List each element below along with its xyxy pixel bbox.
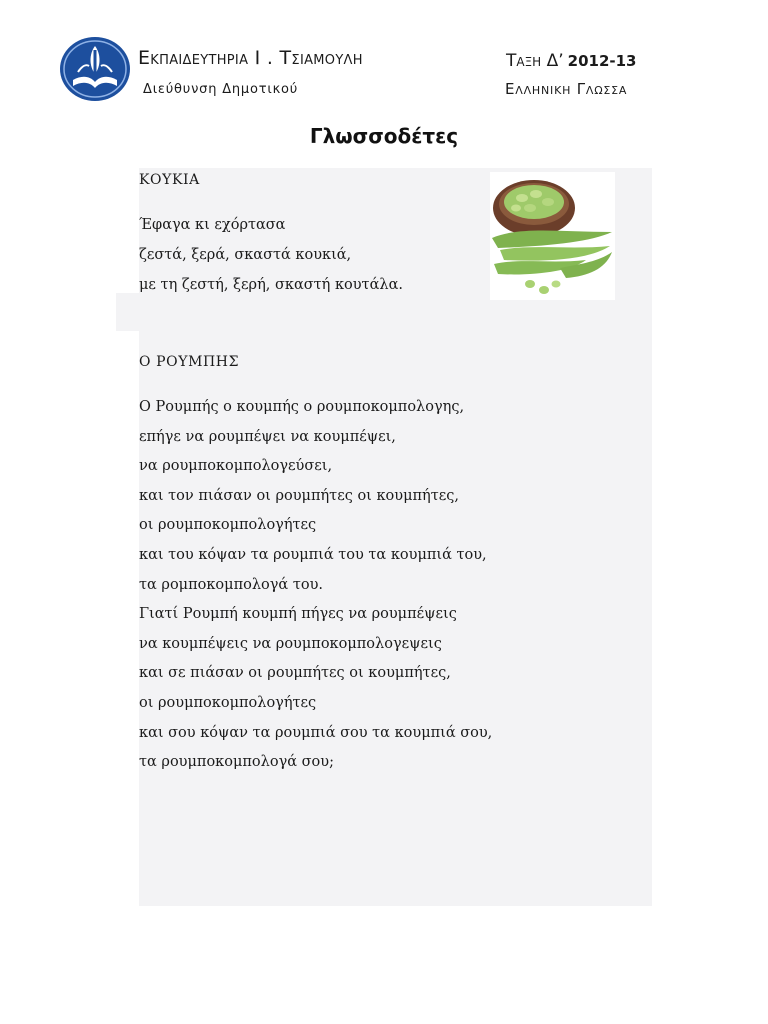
poem-line: Έφαγα κι εχόρτασα bbox=[139, 217, 286, 233]
poem-lines-roumpis bbox=[139, 393, 492, 778]
school-name: Εκπαιδευτηρια Ι . Τσιαμουλη bbox=[138, 47, 363, 69]
subject-label: Ελληνικη Γλωσσα bbox=[505, 80, 628, 98]
panel-notch bbox=[116, 293, 140, 331]
poem-line: να ρουμποκομπολογεύσει, bbox=[139, 458, 333, 475]
poem-line: Γιατί Ρουμπή κουμπή πήγες να ρουμπέψεις bbox=[139, 606, 457, 623]
poem-line: οι ρουμποκομπολογήτες bbox=[139, 517, 317, 534]
school-emblem-icon bbox=[58, 36, 132, 102]
page-title: Γλωσσοδέτες bbox=[309, 124, 459, 148]
poem-title-koukia: ΚΟΥΚΙΑ bbox=[139, 172, 200, 188]
poem-line: και σε πιάσαν οι ρουμπήτες οι κουμπήτες, bbox=[139, 665, 451, 682]
department-label: Διεύθυνση Δημοτικού bbox=[143, 82, 299, 97]
fava-beans-illustration bbox=[490, 172, 615, 300]
poem-lines-koukia bbox=[139, 210, 403, 300]
poem-line: και τον πιάσαν οι ρουμπήτες οι κουμπήτες, bbox=[139, 487, 459, 504]
poem-line: και του κόψαν τα ρουμπιά του τα κουμπιά του, bbox=[139, 546, 487, 563]
school-logo bbox=[58, 36, 132, 102]
poem-title-roumpis: Ο ΡΟΥΜΠΗΣ bbox=[139, 354, 240, 370]
fava-beans-bowl-illustration bbox=[490, 172, 615, 300]
poem-line: Ο Ρουμπής ο κουμπής ο ρουμποκομπολογης, bbox=[139, 399, 465, 415]
poem-line: και σου κόψαν τα ρουμπιά σου τα κουμπιά σου, bbox=[139, 724, 493, 741]
school-year: 2012-13 bbox=[567, 52, 637, 70]
poem-line: τα ρομποκομπολογά του. bbox=[139, 576, 323, 593]
poem-line: επήγε να ρουμπέψει να κουμπέψει, bbox=[139, 428, 396, 445]
poem-line: ζεστά, ξερά, σκαστά κουκιά, bbox=[139, 247, 352, 263]
poem-line: οι ρουμποκομπολογήτες bbox=[139, 694, 317, 711]
grade-label: Ταξη Δ’ bbox=[506, 51, 564, 71]
poem-line: τα ρουμποκομπολογά σου; bbox=[139, 754, 334, 771]
grade-heading bbox=[506, 51, 637, 71]
poem-line: με τη ζεστή, ξερή, σκαστή κουτάλα. bbox=[139, 277, 403, 293]
poem-line: να κουμπέψεις να ρουμποκομπολογεψεις bbox=[139, 635, 442, 652]
